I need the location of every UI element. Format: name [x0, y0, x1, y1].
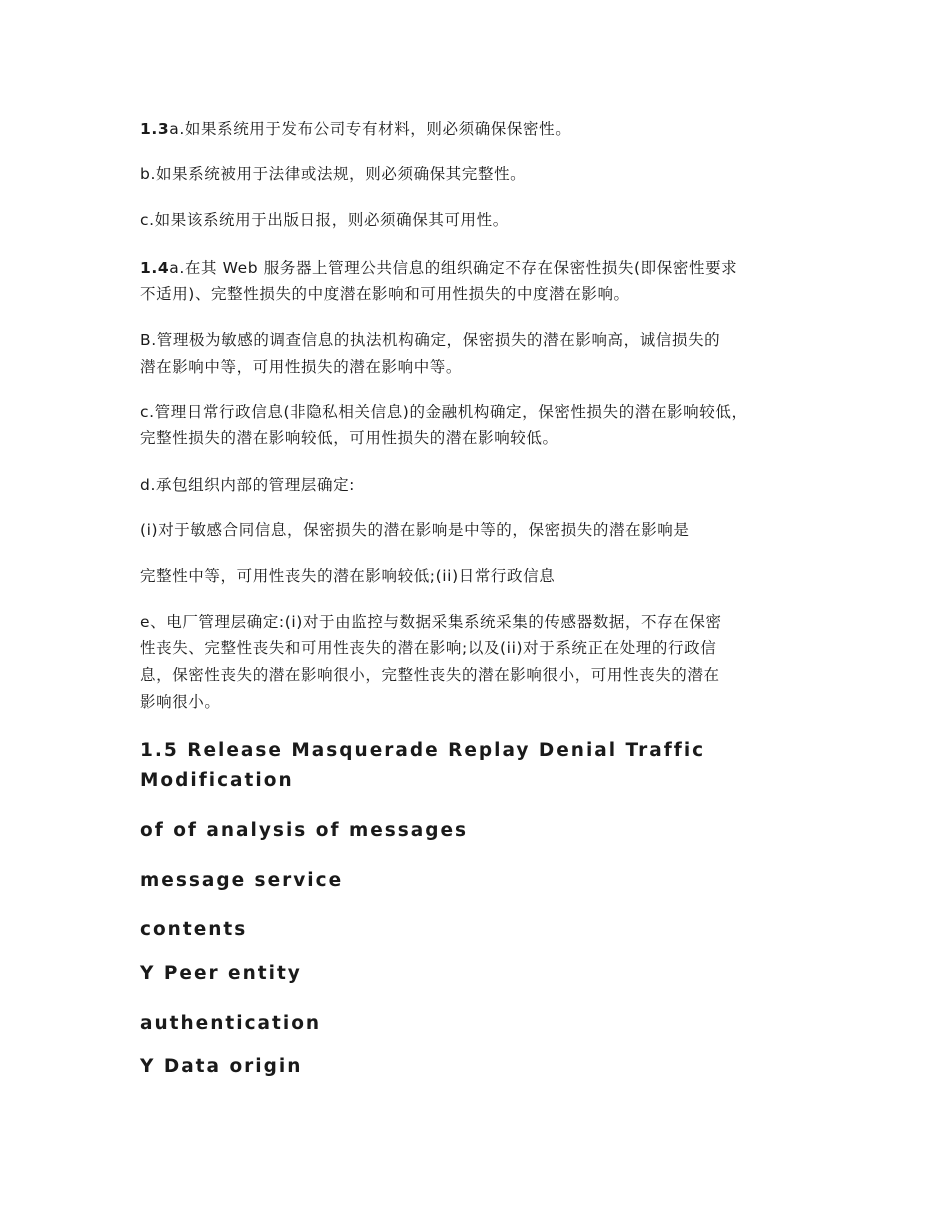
table-text-row-6: Y Data origin: [140, 1056, 303, 1077]
table-text-row-1: of of analysis of messages: [140, 820, 469, 841]
table-text-row-2: message service: [140, 870, 344, 891]
paragraph-text: a.如果系统用于发布公司专有材料，则必须确保保密性。: [169, 120, 572, 138]
paragraph-1-4e-line-4: 影响很小。: [140, 693, 221, 711]
paragraph-1-4b-line-2: 潜在影响中等，可用性损失的潜在影响中等。: [140, 358, 463, 376]
paragraph-1-3b: b.如果系统被用于法律或法规，则必须确保其完整性。: [140, 165, 527, 183]
table-text-row-3: contents: [140, 919, 248, 940]
paragraph-1-4e-line-3: 息，保密性丧失的潜在影响很小，完整性丧失的潜在影响很小，可用性丧失的潜在: [140, 666, 720, 684]
section-number: 1.4: [140, 259, 170, 277]
paragraph-1-4d-i: (i)对于敏感合同信息，保密损失的潜在影响是中等的，保密损失的潜在影响是: [140, 521, 690, 539]
paragraph-1-4d: d.承包组织内部的管理层确定:: [140, 476, 355, 494]
paragraph-text: a.在其 Web 服务器上管理公共信息的组织确定不存在保密性损失(即保密性要求: [169, 259, 738, 277]
paragraph-1-3c: c.如果该系统用于出版日报，则必须确保其可用性。: [140, 211, 509, 229]
paragraph-1-4e-line-1: e、电厂管理层确定:(i)对于由监控与数据采集系统采集的传感器数据，不存在保密: [140, 613, 722, 631]
paragraph-1-4a-line-1: [140, 256, 840, 280]
section-number: 1.3: [140, 120, 170, 138]
table-text-row-5: authentication: [140, 1013, 322, 1034]
paragraph-1-4b-line-1: B.管理极为敏感的调查信息的执法机构确定，保密损失的潜在影响高，诚信损失的: [140, 331, 721, 349]
paragraph-1-3a: [140, 117, 840, 141]
paragraph-1-4c-line-1: c.管理日常行政信息(非隐私相关信息)的金融机构确定，保密性损失的潜在影响较低，: [140, 403, 748, 421]
paragraph-1-4a-line-2: 不适用)、完整性损失的中度潜在影响和可用性损失的中度潜在影响。: [140, 285, 630, 303]
paragraph-1-4d-ii: 完整性中等，可用性丧失的潜在影响较低;(ii)日常行政信息: [140, 567, 556, 585]
table-text-row-4: Y Peer entity: [140, 963, 302, 984]
heading-1-5-line-2: Modification: [140, 770, 294, 791]
heading-1-5-line-1: 1.5 Release Masquerade Replay Denial Traffic: [140, 740, 706, 761]
paragraph-1-4c-line-2: 完整性损失的潜在影响较低，可用性损失的潜在影响较低。: [140, 429, 559, 447]
paragraph-1-4e-line-2: 性丧失、完整性丧失和可用性丧失的潜在影响;以及(ii)对于系统正在处理的行政信: [140, 639, 717, 657]
